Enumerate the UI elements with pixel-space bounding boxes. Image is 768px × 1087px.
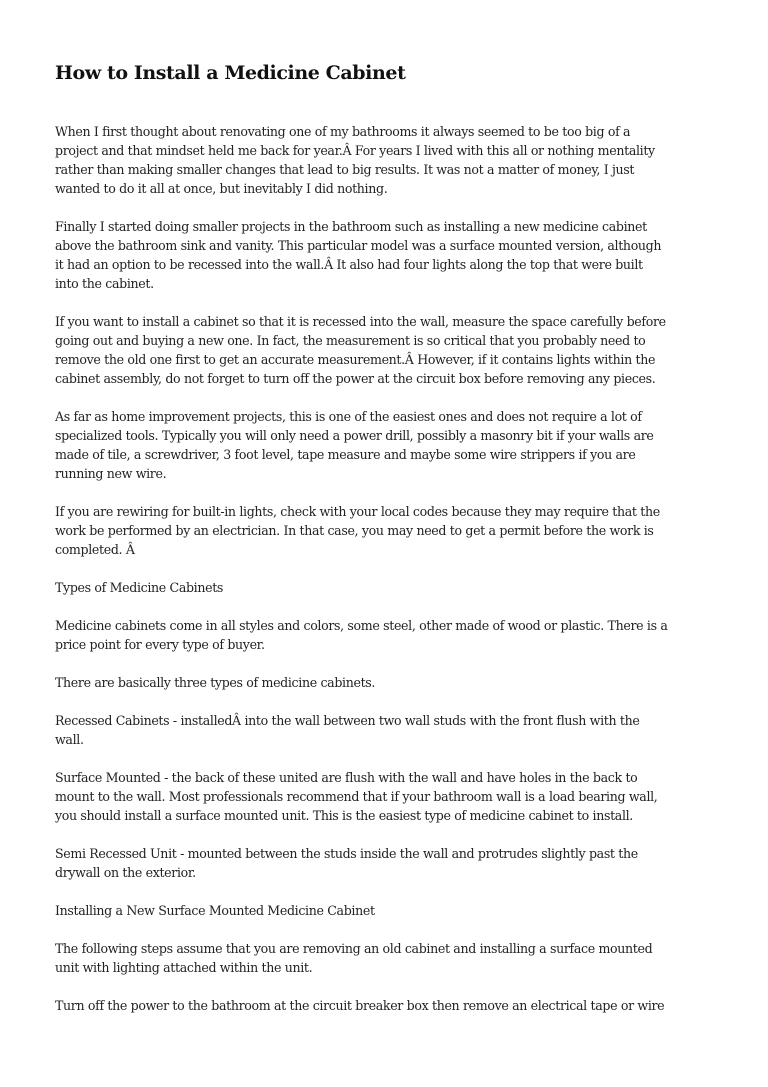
text-line: project and that mindset held me back for year.Â For years I lived with this all or nothing mentality <box>55 143 655 158</box>
text-line: unit with lighting attached within the unit. <box>55 960 313 975</box>
text-line: made of tile, a screwdriver, 3 foot level, tape measure and maybe some wire strippers if you are <box>55 447 636 462</box>
paragraph <box>55 407 668 483</box>
page-title: How to Install a Medicine Cabinet <box>55 62 406 84</box>
text-line: work be performed by an electrician. In that case, you may need to get a permit before the work is <box>55 523 654 538</box>
text-line: remove the old one first to get an accurate measurement.Â However, if it contains lights within the <box>55 352 656 367</box>
text-line: above the bathroom sink and vanity. This particular model was a surface mounted version, although <box>55 238 662 253</box>
text-line: If you want to install a cabinet so that it is recessed into the wall, measure the space carefully before <box>55 314 666 329</box>
text-line: it had an option to be recessed into the wall.Â It also had four lights along the top that were built <box>55 257 643 272</box>
text-line: specialized tools. Typically you will only need a power drill, possibly a masonry bit if your walls are <box>55 428 654 443</box>
paragraph <box>55 673 668 692</box>
paragraph <box>55 502 668 559</box>
text-line: going out and buying a new one. In fact, the measurement is so critical that you probably need to <box>55 333 646 348</box>
text-line: Surface Mounted - the back of these united are flush with the wall and have holes in the back to <box>55 770 638 785</box>
section-heading <box>55 901 668 920</box>
paragraph <box>55 122 668 198</box>
text-line: into the cabinet. <box>55 276 154 291</box>
document-body <box>55 122 668 1034</box>
text-line: As far as home improvement projects, this is one of the easiest ones and does not require a lot of <box>55 409 642 424</box>
paragraph <box>55 312 668 388</box>
text-line: Semi Recessed Unit - mounted between the studs inside the wall and protrudes slightly past the <box>55 846 638 861</box>
text-line: rather than making smaller changes that lead to big results. It was not a matter of money, I just <box>55 162 635 177</box>
section-heading <box>55 996 668 1015</box>
text-line: Recessed Cabinets - installedÂ into the wall between two wall studs with the front flush with the <box>55 713 640 728</box>
text-line: There are basically three types of medicine cabinets. <box>55 675 376 690</box>
text-line: Types of Medicine Cabinets <box>55 580 224 595</box>
text-line: Finally I started doing smaller projects in the bathroom such as installing a new medicine cabinet <box>55 219 647 234</box>
paragraph <box>55 711 668 749</box>
paragraph <box>55 616 668 654</box>
section-heading <box>55 578 668 597</box>
text-line: wanted to do it all at once, but inevitably I did nothing. <box>55 181 388 196</box>
paragraph <box>55 768 668 825</box>
text-line: completed. Â <box>55 542 135 557</box>
paragraph <box>55 844 668 882</box>
text-line: The following steps assume that you are removing an old cabinet and installing a surface mounted <box>55 941 653 956</box>
paragraph <box>55 217 668 293</box>
text-line: mount to the wall. Most professionals recommend that if your bathroom wall is a load bearing wall, <box>55 789 658 804</box>
text-line: running new wire. <box>55 466 167 481</box>
text-line: When I first thought about renovating one of my bathrooms it always seemed to be too big of a <box>55 124 631 139</box>
text-line: drywall on the exterior. <box>55 865 196 880</box>
text-line: you should install a surface mounted unit. This is the easiest type of medicine cabinet to install. <box>55 808 633 823</box>
text-line: Installing a New Surface Mounted Medicine Cabinet <box>55 903 375 918</box>
paragraph <box>55 939 668 977</box>
text-line: If you are rewiring for built-in lights, check with your local codes because they may require that the <box>55 504 660 519</box>
text-line: wall. <box>55 732 84 747</box>
text-line: price point for every type of buyer. <box>55 637 265 652</box>
text-line: Turn off the power to the bathroom at the circuit breaker box then remove an electrical tape or wire <box>55 998 665 1013</box>
text-line: cabinet assembly, do not forget to turn off the power at the circuit box before removing any pieces. <box>55 371 656 386</box>
text-line: Medicine cabinets come in all styles and colors, some steel, other made of wood or plastic. There is a <box>55 618 668 633</box>
